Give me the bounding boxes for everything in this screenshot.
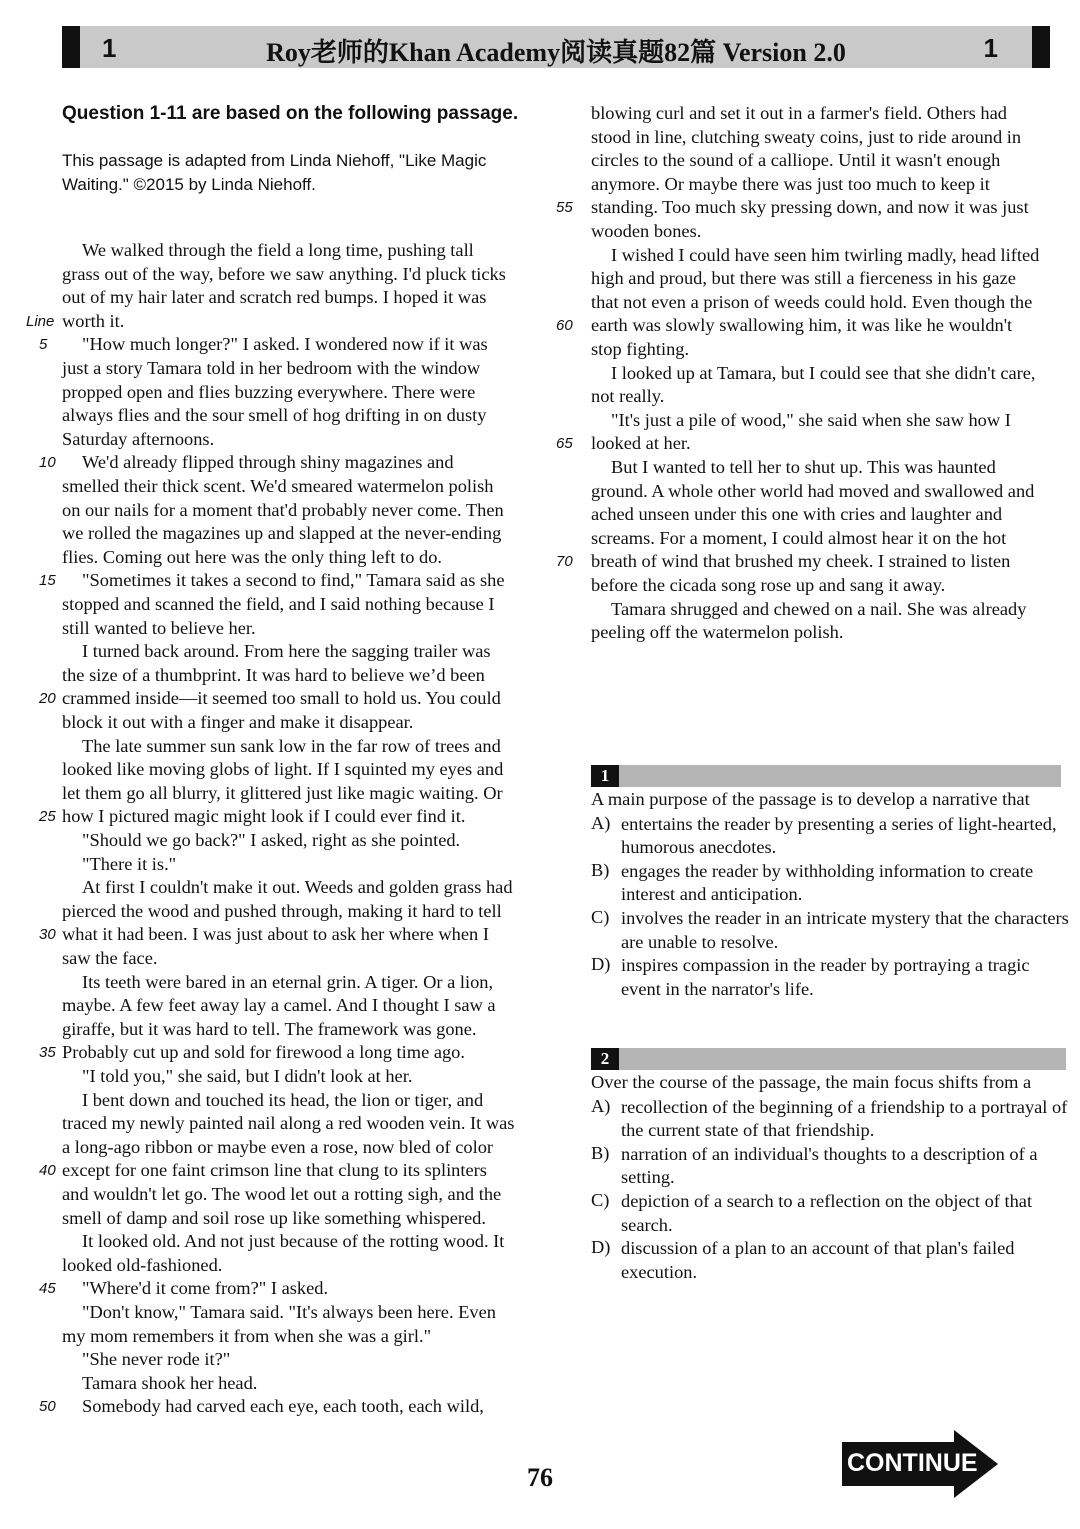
option-letter: C) <box>591 1190 610 1210</box>
header-right-block <box>1032 26 1050 68</box>
option-text: engages the reader by withholding information to create interest and anticipation. <box>621 860 1034 905</box>
page-number: 76 <box>527 1463 553 1492</box>
passage-line: "Should we go back?" I asked, right as she pointed. <box>82 830 461 850</box>
line-number: 15 <box>39 572 56 590</box>
passage-line: anymore. Or maybe there was just too much to keep it <box>591 173 990 194</box>
passage-line: Tamara shook her head. <box>82 1372 258 1393</box>
passage-line: I bent down and touched its head, the lion or tiger, and <box>82 1089 484 1110</box>
passage-line: Probably cut up and sold for firewood a long time ago. <box>62 1042 465 1063</box>
passage-line: we rolled the magazines up and slapped at the never-ending <box>62 523 502 544</box>
passage-line: crammed inside—it seemed too small to hold us. You could <box>62 688 501 709</box>
line-number: 55 <box>556 199 573 217</box>
passage-line: except for one faint crimson line that clung to its splinters <box>62 1160 487 1181</box>
passage-line: not really. <box>591 386 665 407</box>
option-letter: C) <box>591 907 610 927</box>
passage-line: At first I couldn't make it out. Weeds and golden grass had <box>82 877 513 898</box>
line-number: 45 <box>39 1280 56 1298</box>
passage-line: standing. Too much sky pressing down, and now it was just <box>591 197 1029 218</box>
passage-line: earth was slowly swallowing him, it was like he wouldn't <box>591 315 1013 336</box>
passage-line: that not even a prison of weeds could hold. Even though the <box>591 291 1033 312</box>
passage-line: let them go all blurry, it glittered just like magic waiting. Or <box>62 782 503 803</box>
passage-line: high and proud, but there was still a fierceness in his gaze <box>591 268 1016 289</box>
line-number: 50 <box>39 1398 56 1416</box>
line-number: 35 <box>39 1044 56 1062</box>
passage-line: a long-ago ribbon or maybe even a rose, now bled of color <box>62 1136 494 1157</box>
passage-line: But I wanted to tell her to shut up. This was haunted <box>611 457 996 477</box>
passage-line: Tamara shrugged and chewed on a nail. She was already <box>611 598 1027 619</box>
passage-intro: This passage is adapted from Linda Niehoff, "Like Magic Waiting." ©2015 by Linda Niehoff. <box>62 151 487 194</box>
passage-line: my mom remembers it from when she was a girl." <box>62 1325 432 1346</box>
question-1-bar <box>591 765 1061 787</box>
passage-line: just a story Tamara told in her bedroom with the window <box>62 358 481 378</box>
passage-line: I turned back around. From here the sagging trailer was <box>82 641 491 662</box>
passage-line: and wouldn't let go. The wood let out a rotting sigh, and the <box>62 1184 502 1204</box>
passage-line: on our nails for a moment that'd probably never come. Then <box>62 499 504 520</box>
line-number: 70 <box>556 553 573 571</box>
passage-line: smelled their thick scent. We'd smeared watermelon polish <box>62 476 494 496</box>
passage-line: "I told you," she said, but I didn't look at her. <box>82 1066 413 1086</box>
continue-arrow-icon <box>842 1430 1000 1498</box>
passage-line: grass out of the way, before we saw anything. I'd pluck ticks <box>62 263 506 284</box>
question-stem: Over the course of the passage, the main focus shifts from a <box>591 1072 1032 1092</box>
line-number: 10 <box>39 454 56 472</box>
line-number: 40 <box>39 1162 56 1180</box>
option-text: depiction of a search to a reflection on the object of that search. <box>621 1191 1033 1235</box>
option-letter: A) <box>591 812 611 833</box>
passage-line: "Sometimes it takes a second to find," Tamara said as she <box>82 570 505 591</box>
passage-line: "Where'd it come from?" I asked. <box>82 1278 329 1299</box>
passage-line: It looked old. And not just because of the rotting wood. It <box>82 1231 505 1252</box>
passage-line: stood in line, clutching sweaty coins, just to ride around in <box>591 126 1022 147</box>
passage-line: stopped and scanned the field, and I said nothing because I <box>62 594 495 614</box>
passage-line: circles to the sound of a calliope. Until it wasn't enough <box>591 150 1001 171</box>
passage-line: what it had been. I was just about to ask her where when I <box>62 924 489 945</box>
passage-line: looked old-fashioned. <box>62 1254 223 1275</box>
passage-line: ached unseen under this one with cries and laughter and <box>591 504 1003 525</box>
passage-line: I wished I could have seen him twirling madly, head lifted <box>611 244 1040 265</box>
passage-line: We'd already flipped through shiny magazines and <box>82 452 454 473</box>
header-title: Roy老师的Khan Academy阅读真题82篇 Version 2.0 <box>266 38 846 67</box>
option-text: narration of an individual's thoughts to a description of a setting. <box>621 1143 1038 1188</box>
header-right-number: 1 <box>983 33 998 63</box>
passage-line: looked like moving globs of light. If I squinted my eyes and <box>62 759 504 780</box>
passage-line: peeling off the watermelon polish. <box>591 622 844 643</box>
passage-line: "She never rode it?" <box>82 1349 231 1370</box>
passage-line: "There it is." <box>82 853 177 874</box>
passage-line: ground. A whole other world had moved and swallowed and <box>591 480 1035 501</box>
option-letter: D) <box>591 954 611 975</box>
header-left-number: 1 <box>102 33 117 63</box>
passage-line: flies. Coming out here was the only thing left to do. <box>62 546 443 567</box>
passage-line: pierced the wood and pushed through, making it hard to tell <box>62 900 502 921</box>
passage-line: stop fighting. <box>591 339 690 359</box>
passage-line: The late summer sun sank low in the far row of trees and <box>82 735 501 756</box>
passage-line: block it out with a finger and make it disappear. <box>62 712 414 732</box>
passage-line: always flies and the sour smell of hog drifting in on dusty <box>62 405 487 426</box>
line-number: Line <box>26 312 55 330</box>
passage-line: how I pictured magic might look if I could ever find it. <box>62 806 466 827</box>
passage-line: smell of damp and soil rose up like something whispered. <box>62 1207 486 1228</box>
option-text: entertains the reader by presenting a series of light-hearted, humorous anecdotes. <box>621 813 1057 858</box>
question-1-number: 1 <box>591 765 619 787</box>
passage-line: giraffe, but it was hard to tell. The framework was gone. <box>62 1018 477 1039</box>
line-number: 5 <box>39 336 48 354</box>
option-letter: D) <box>591 1237 611 1258</box>
line-number: 30 <box>39 926 56 944</box>
question-stem: A main purpose of the passage is to develop a narrative that <box>591 789 1030 809</box>
continue-label: CONTINUE <box>847 1449 978 1477</box>
passage-line: the size of a thumbprint. It was hard to believe we’d been <box>62 664 485 685</box>
passage-line: traced my newly painted nail along a red wooden vein. It was <box>62 1113 515 1134</box>
passage-line: saw the face. <box>62 948 158 968</box>
passage-line: still wanted to believe her. <box>62 617 256 638</box>
option-text: discussion of a plan to an account of that plan's failed execution. <box>621 1238 1015 1282</box>
option-letter: A) <box>591 1095 611 1116</box>
line-number: 25 <box>39 808 56 826</box>
passage-line: We walked through the field a long time, pushing tall <box>82 240 474 260</box>
passage-line: maybe. A few feet away lay a camel. And I thought I saw a <box>62 995 496 1016</box>
passage-line: "Don't know," Tamara said. "It's always been here. Even <box>82 1302 496 1322</box>
option-text: inspires compassion in the reader by portraying a tragic event in the narrator's life. <box>621 955 1030 999</box>
line-number: 20 <box>39 690 56 708</box>
passage-line: Its teeth were bared in an eternal grin. A tiger. Or a lion, <box>82 971 494 992</box>
passage-line: breath of wind that brushed my cheek. I strained to listen <box>591 551 1011 572</box>
passage-line: out of my hair later and scratch red bumps. I hoped it was <box>62 287 487 308</box>
passage-line: "It's just a pile of wood," she said when she saw how I <box>611 409 1011 430</box>
question-2-bar <box>591 1048 1066 1070</box>
option-text: involves the reader in an intricate mystery that the characters are unable to resolve. <box>621 908 1069 952</box>
passage-line: before the cicada song rose up and sang it away. <box>591 575 946 595</box>
passage-line: Somebody had carved each eye, each tooth, each wild, <box>82 1396 484 1417</box>
page-header <box>62 26 1050 68</box>
passage-line: screams. For a moment, I could almost hear it on the hot <box>591 527 1007 548</box>
passage-line: wooden bones. <box>591 221 702 241</box>
passage-line: worth it. <box>62 310 125 331</box>
passage-line: propped open and flies buzzing everywhere. There were <box>62 381 476 402</box>
passage-line: Saturday afternoons. <box>62 428 215 449</box>
option-letter: B) <box>591 859 610 880</box>
line-number: 60 <box>556 317 573 335</box>
line-number: 65 <box>556 435 573 453</box>
passage-line: I looked up at Tamara, but I could see that she didn't care, <box>611 362 1036 383</box>
question-2-number: 2 <box>591 1048 619 1070</box>
option-text: recollection of the beginning of a friendship to a portrayal of the current state of that friendship. <box>621 1096 1068 1141</box>
passage-line: looked at her. <box>591 433 691 454</box>
question-heading: Question 1-11 are based on the following passage. <box>62 103 519 124</box>
passage-line: "How much longer?" I asked. I wondered now if it was <box>82 334 488 355</box>
option-letter: B) <box>591 1142 610 1163</box>
passage-line: blowing curl and set it out in a farmer's field. Others had <box>591 103 1007 123</box>
